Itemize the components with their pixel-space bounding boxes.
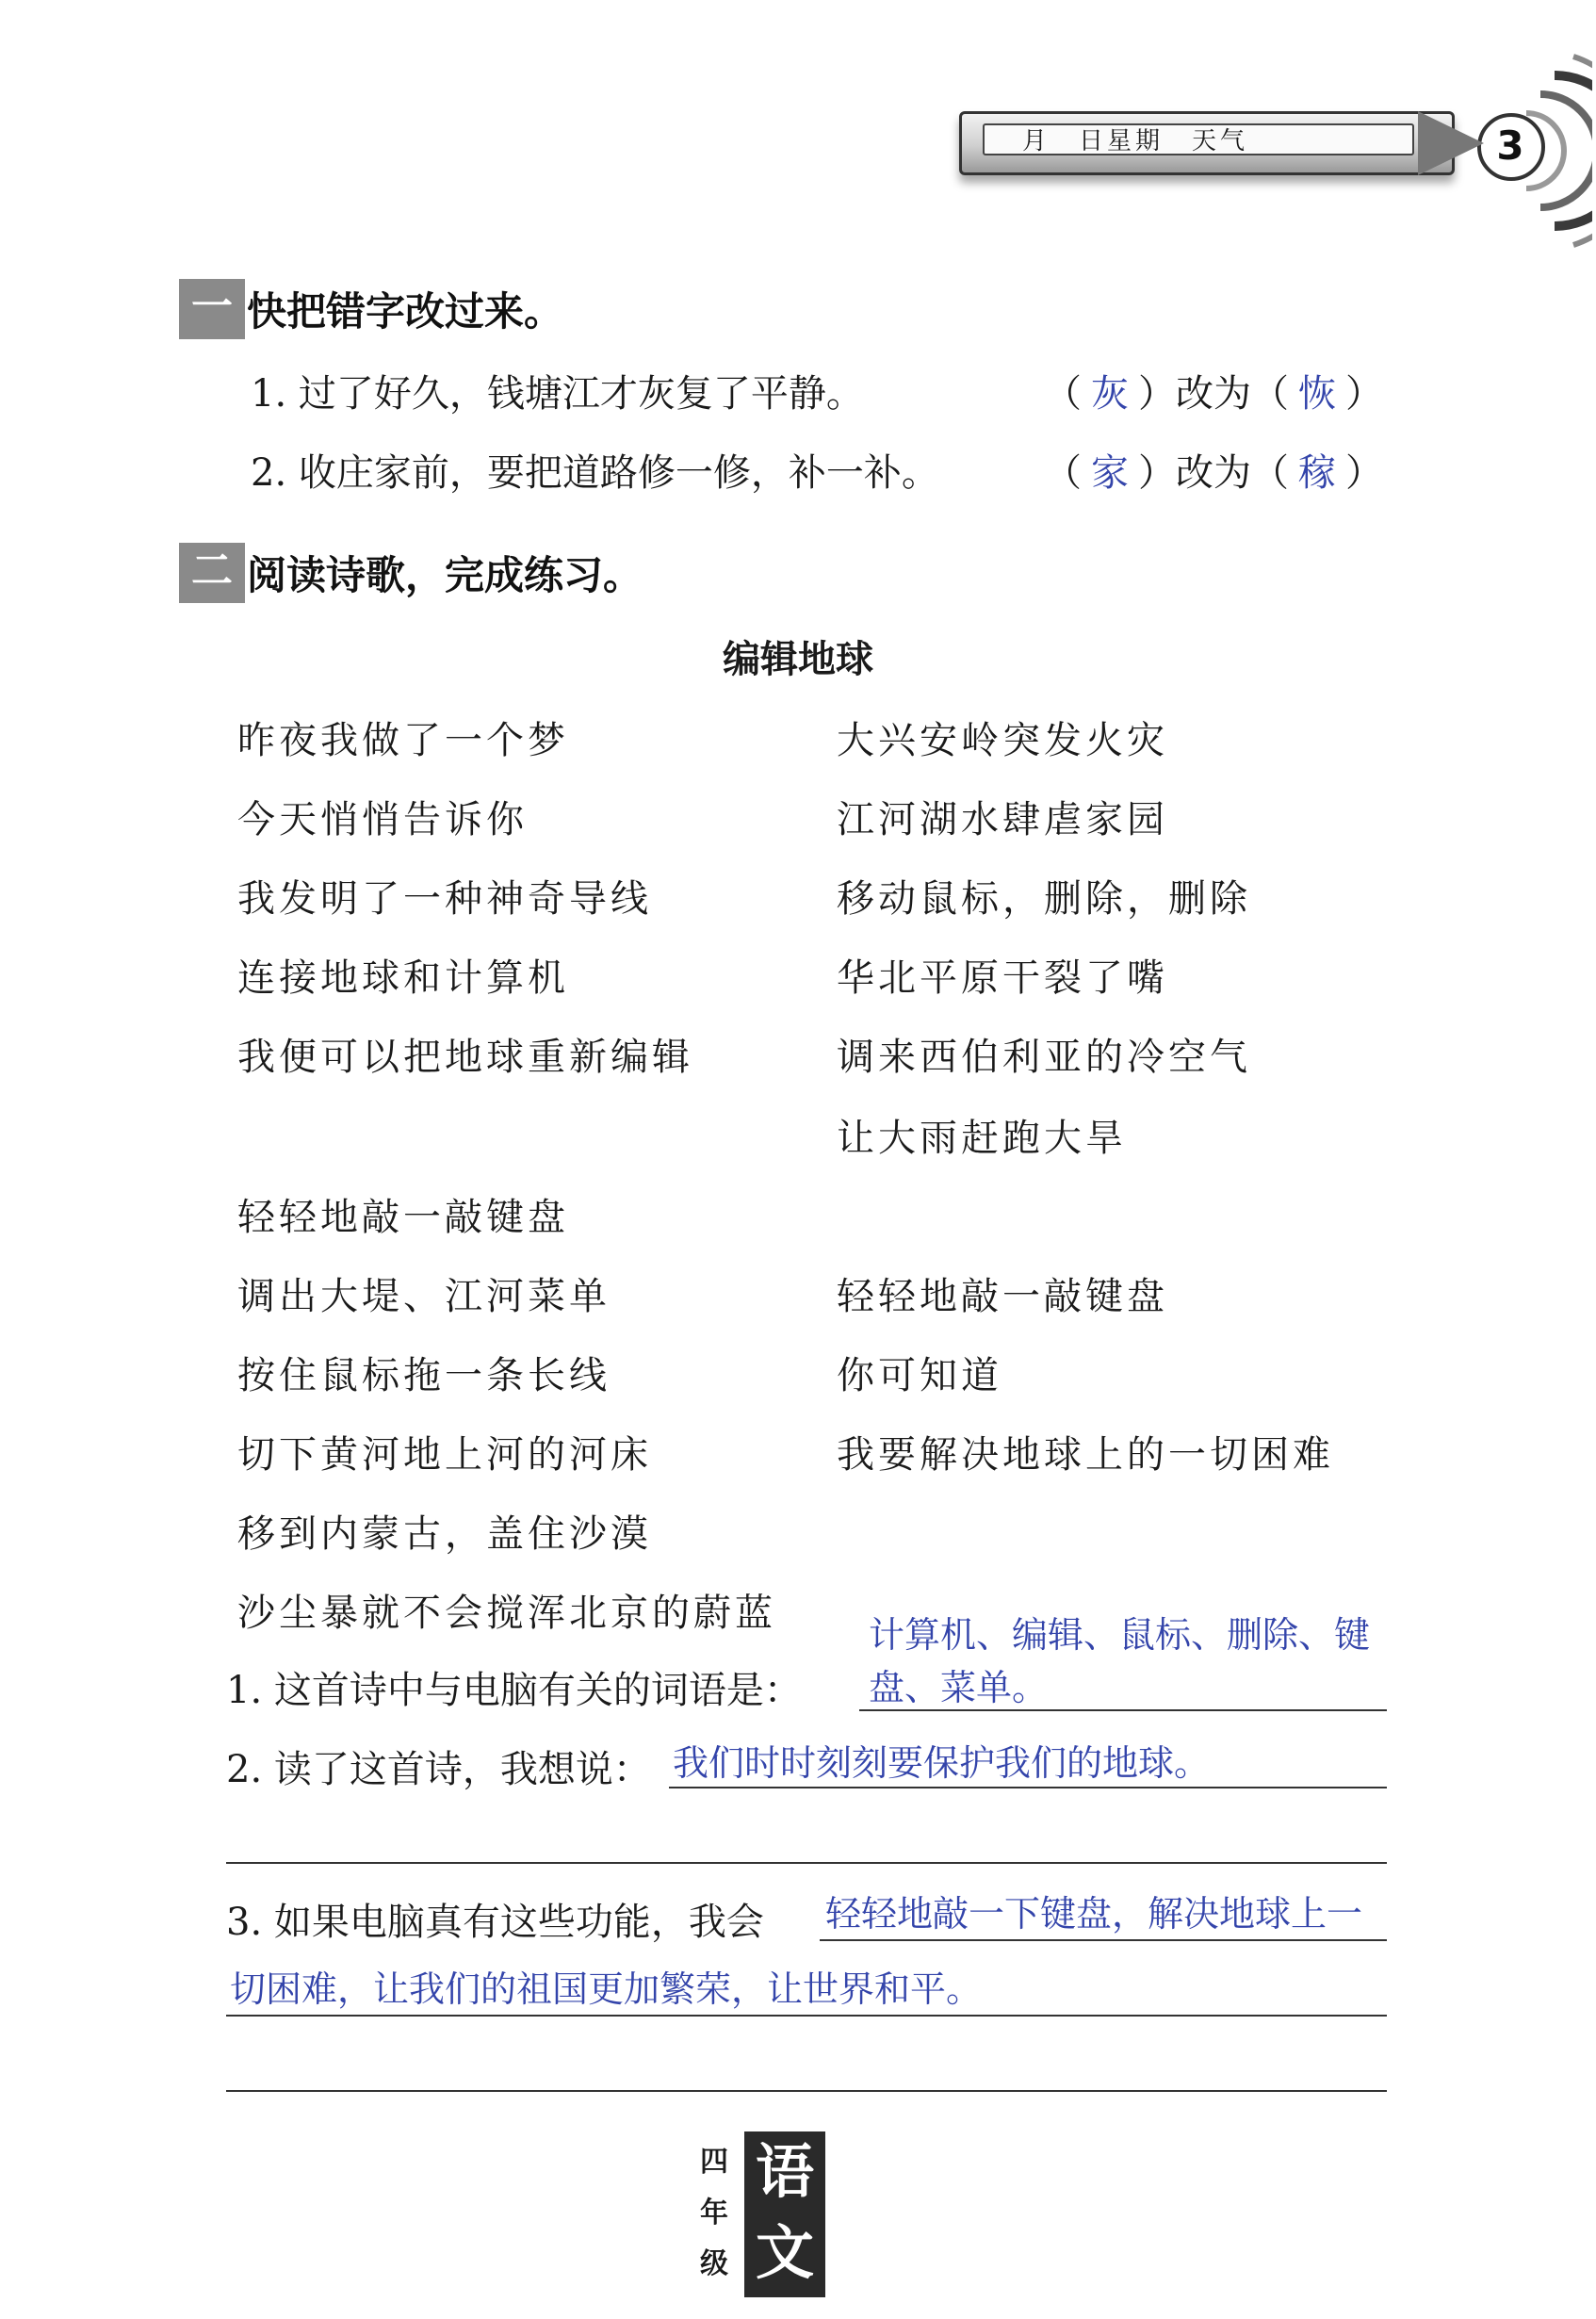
section-2-title: 阅读诗歌，完成练习。 (247, 552, 643, 598)
question-3-answer-line-2: 切困难，让我们的祖国更加繁荣，让世界和平。 (230, 1968, 983, 2010)
exercise-1-answer: （ 灰 ）改为（ 恢 ） (1044, 364, 1383, 417)
poem-title: 编辑地球 (723, 638, 873, 681)
poem-left-line: 沙尘暴就不会搅浑北京的蔚蓝 (237, 1592, 776, 1635)
poem-left-line: 移到内蒙古，盖住沙漠 (237, 1512, 652, 1556)
poem-left-line: 按住鼠标拖一条长线 (237, 1354, 611, 1397)
exercise-1-sentence: 1. 过了好久，钱塘江才灰复了平静。 (251, 372, 864, 416)
pencil-tip-icon (1418, 111, 1484, 175)
poem-left-line: 我便可以把地球重新编辑 (237, 1036, 693, 1079)
question-3-answer-underline-1 (820, 1939, 1387, 1941)
date-weather-banner (959, 111, 1455, 175)
poem-left-line: 切下黄河地上河的河床 (237, 1433, 652, 1477)
poem-left-line: 我发明了一种神奇导线 (237, 877, 652, 921)
question-2-prompt: 2. 读了这首诗，我想说： (226, 1748, 651, 1791)
section-2-number: 二 (179, 543, 245, 603)
poem-left-line: 连接地球和计算机 (237, 956, 569, 1000)
page-number: 3 (1496, 122, 1524, 169)
question-2-answer-underline (669, 1787, 1387, 1788)
question-3-blank-line (226, 2090, 1387, 2092)
section-1-header (179, 279, 563, 339)
exercise-1-wrong-char: 灰 (1091, 372, 1129, 416)
poem-right-line: 让大雨赶跑大旱 (837, 1117, 1127, 1160)
poem-left-line: 轻轻地敲一敲键盘 (237, 1196, 569, 1239)
poem-right-line: 轻轻地敲一敲键盘 (837, 1275, 1168, 1318)
exercise-2-sentence: 2. 收庄家前，要把道路修一修，补一补。 (251, 451, 939, 495)
poem-right-line: 华北平原干裂了嘴 (837, 956, 1168, 1000)
poem-right-line: 大兴安岭突发火灾 (837, 719, 1168, 762)
question-1-answer-underline (859, 1709, 1387, 1711)
poem-left-line: 昨夜我做了一个梦 (237, 719, 569, 762)
date-weather-label: 月 日星期 天气 (983, 123, 1414, 155)
poem-right-line: 调来西伯利亚的冷空气 (837, 1036, 1251, 1079)
grade-label: 四 年 级 (700, 2146, 728, 2280)
exercise-1-correct-char: 恢 (1298, 372, 1336, 416)
poem-right-line: 你可知道 (837, 1354, 1002, 1397)
section-2-header (179, 543, 643, 603)
question-1-answer-line-2: 盘、菜单。 (869, 1667, 1049, 1708)
question-3-prompt: 3. 如果电脑真有这些功能，我会 (226, 1901, 764, 1944)
question-2-answer: 我们时时刻刻要保护我们的地球。 (673, 1742, 1211, 1784)
section-1-title: 快把错字改过来。 (247, 288, 564, 335)
exercise-2-correct-char: 稼 (1298, 451, 1336, 495)
question-2-blank-line (226, 1862, 1387, 1864)
subject-label: 语 文 (744, 2131, 825, 2297)
question-3-answer-line-1: 轻轻地敲一下键盘，解决地球上一 (825, 1893, 1363, 1935)
question-1-answer-line-1: 计算机、编辑、鼠标、删除、键 (869, 1614, 1371, 1656)
poem-left-line: 调出大堤、江河菜单 (237, 1275, 611, 1318)
section-1-number: 一 (179, 279, 245, 339)
question-1-prompt: 1. 这首诗中与电脑有关的词语是： (226, 1669, 802, 1712)
poem-left-line: 今天悄悄告诉你 (237, 798, 528, 841)
poem-right-line: 我要解决地球上的一切困难 (837, 1433, 1334, 1477)
poem-right-line: 移动鼠标，删除，删除 (837, 877, 1251, 921)
exercise-2-answer: （ 家 ）改为（ 稼 ） (1044, 443, 1383, 497)
exercise-2-wrong-char: 家 (1091, 451, 1129, 495)
poem-right-line: 江河湖水肆虐家园 (837, 798, 1168, 841)
question-3-answer-underline-2 (226, 2015, 1387, 2017)
